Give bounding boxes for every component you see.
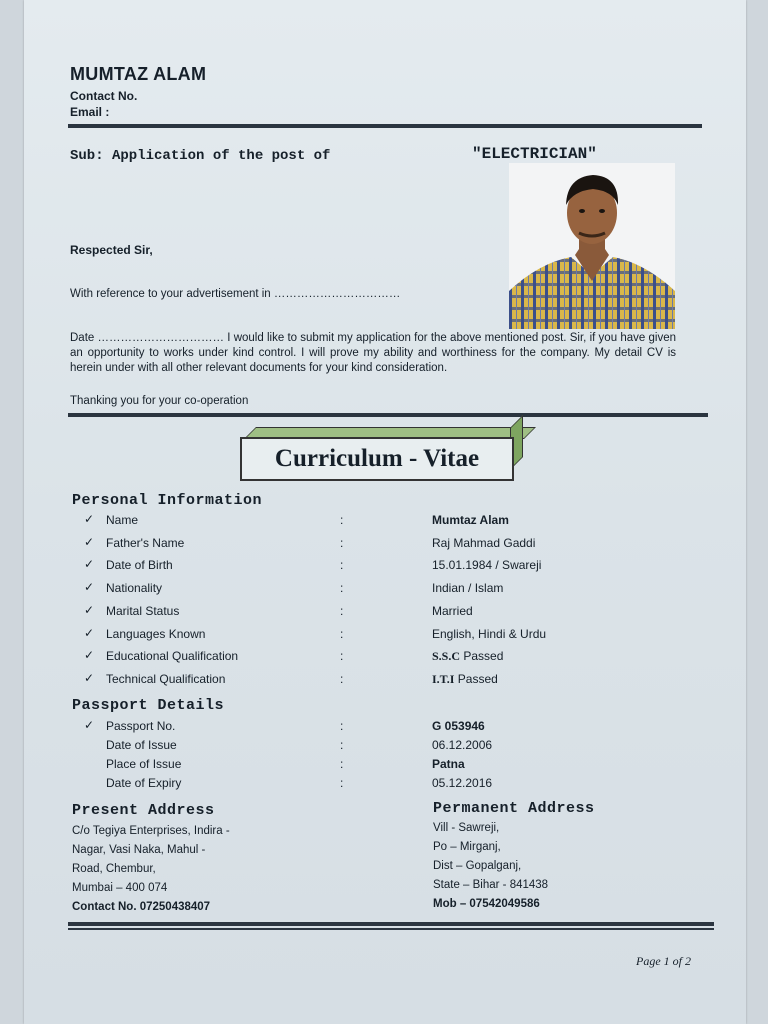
address-line: Nagar, Vasi Naka, Mahul -	[72, 844, 206, 856]
permanent-address	[433, 819, 548, 914]
permanent-address-heading: Permanent Address	[433, 800, 595, 817]
separator: :	[340, 757, 344, 771]
detail-value: 05.12.2016	[432, 776, 493, 790]
passport-heading: Passport Details	[72, 697, 225, 714]
detail-value: Raj Mahmad Gaddi	[432, 535, 536, 550]
cv-title: Curriculum - Vitae	[240, 437, 514, 481]
email-label: Email :	[70, 105, 110, 119]
detail-value-rest: Passed	[454, 671, 498, 686]
address-line: Mumbai – 400 074	[72, 882, 168, 894]
detail-row	[84, 535, 644, 553]
detail-label: Passport No.	[106, 719, 176, 733]
checkmark-icon: ✓	[84, 557, 95, 572]
separator: :	[340, 513, 344, 527]
present-contact: Contact No. 07250438407	[72, 901, 211, 913]
separator: :	[340, 671, 344, 686]
detail-value: Patna	[432, 757, 465, 771]
separator: :	[340, 558, 344, 573]
detail-value: G 053946	[432, 719, 485, 733]
checkmark-icon: ✓	[84, 648, 95, 663]
present-address-heading: Present Address	[72, 802, 215, 819]
separator: :	[340, 649, 344, 664]
checkmark-icon: ✓	[84, 534, 95, 549]
applicant-photo	[509, 163, 675, 329]
personal-info-heading: Personal Information	[72, 492, 263, 509]
applicant-name: MUMTAZ ALAM	[70, 64, 207, 84]
detail-row	[84, 737, 644, 755]
detail-row	[84, 775, 644, 793]
detail-value: Married	[432, 603, 473, 618]
page-number: Page 1 of 2	[636, 954, 691, 968]
detail-label: Place of Issue	[106, 757, 182, 771]
address-line: Po – Mirganj,	[433, 841, 501, 853]
checkmark-icon: ✓	[84, 718, 95, 732]
separator: :	[340, 626, 344, 641]
detail-label: Name	[106, 513, 139, 527]
detail-label: Nationality	[106, 581, 163, 596]
detail-label: Marital Status	[106, 603, 180, 618]
detail-value: Mumtaz Alam	[432, 513, 509, 527]
checkmark-icon: ✓	[84, 512, 95, 526]
address-line: Vill - Sawreji,	[433, 822, 500, 834]
reference-line: With reference to your advertisement in ……………………………	[70, 288, 401, 300]
contact-label: Contact No.	[70, 89, 138, 103]
checkmark-icon: ✓	[84, 580, 95, 595]
detail-row	[84, 626, 644, 644]
thanks-line: Thanking you for your co-operation	[70, 395, 249, 407]
footer-divider-bottom	[68, 928, 714, 930]
salutation: Respected Sir,	[70, 243, 153, 257]
detail-row	[84, 603, 644, 621]
detail-value	[432, 672, 498, 687]
separator: :	[340, 776, 344, 790]
permanent-contact: Mob – 07542049586	[433, 898, 540, 910]
detail-label: Educational Qualification	[106, 649, 239, 664]
subject-line: Sub: Application of the post of	[70, 148, 331, 164]
present-address	[72, 822, 230, 917]
address-line: Dist – Gopalganj,	[433, 860, 522, 872]
footer-divider-top	[68, 922, 714, 926]
detail-row	[84, 756, 644, 774]
detail-row	[84, 718, 644, 736]
header-divider	[68, 124, 702, 128]
detail-value: English, Hindi & Urdu	[432, 626, 547, 641]
detail-value-rest: Passed	[460, 649, 504, 664]
detail-value: Indian / Islam	[432, 581, 504, 596]
separator: :	[340, 719, 344, 733]
detail-row	[84, 512, 644, 530]
detail-row	[84, 557, 644, 575]
detail-label: Father's Name	[106, 535, 185, 550]
detail-label: Languages Known	[106, 626, 206, 641]
address-line: State – Bihar - 841438	[433, 879, 549, 891]
detail-label: Date of Expiry	[106, 776, 182, 790]
detail-row	[84, 580, 644, 598]
separator: :	[340, 581, 344, 596]
letter-divider	[68, 413, 708, 417]
checkmark-icon: ✓	[84, 670, 95, 685]
detail-value: 15.01.1984 / Swareji	[432, 558, 542, 573]
detail-label: Date of Issue	[106, 738, 177, 752]
detail-row	[84, 648, 644, 666]
checkmark-icon: ✓	[84, 602, 95, 617]
detail-value	[432, 649, 503, 664]
post-title: "ELECTRICIAN"	[472, 145, 597, 163]
address-line: Road, Chembur,	[72, 863, 156, 875]
detail-row	[84, 671, 644, 689]
detail-label: Technical Qualification	[106, 671, 226, 686]
separator: :	[340, 603, 344, 618]
detail-value: 06.12.2006	[432, 738, 493, 752]
address-line: C/o Tegiya Enterprises, Indira -	[72, 825, 230, 837]
detail-value-bold: I.T.I	[432, 671, 455, 686]
cover-paragraph: Date …………………………… I would like to submit my application for the above mentioned post. Sir, if you have given an opportunity to works under kind control. I will prove my ability and worthiness for the company. My detail CV is herein under with all other relevant documents for your kind consideration.	[70, 332, 676, 374]
detail-value-bold: S.S.C	[432, 649, 461, 664]
checkmark-icon: ✓	[84, 625, 95, 640]
separator: :	[340, 535, 344, 550]
separator: :	[340, 738, 344, 752]
detail-label: Date of Birth	[106, 558, 173, 573]
